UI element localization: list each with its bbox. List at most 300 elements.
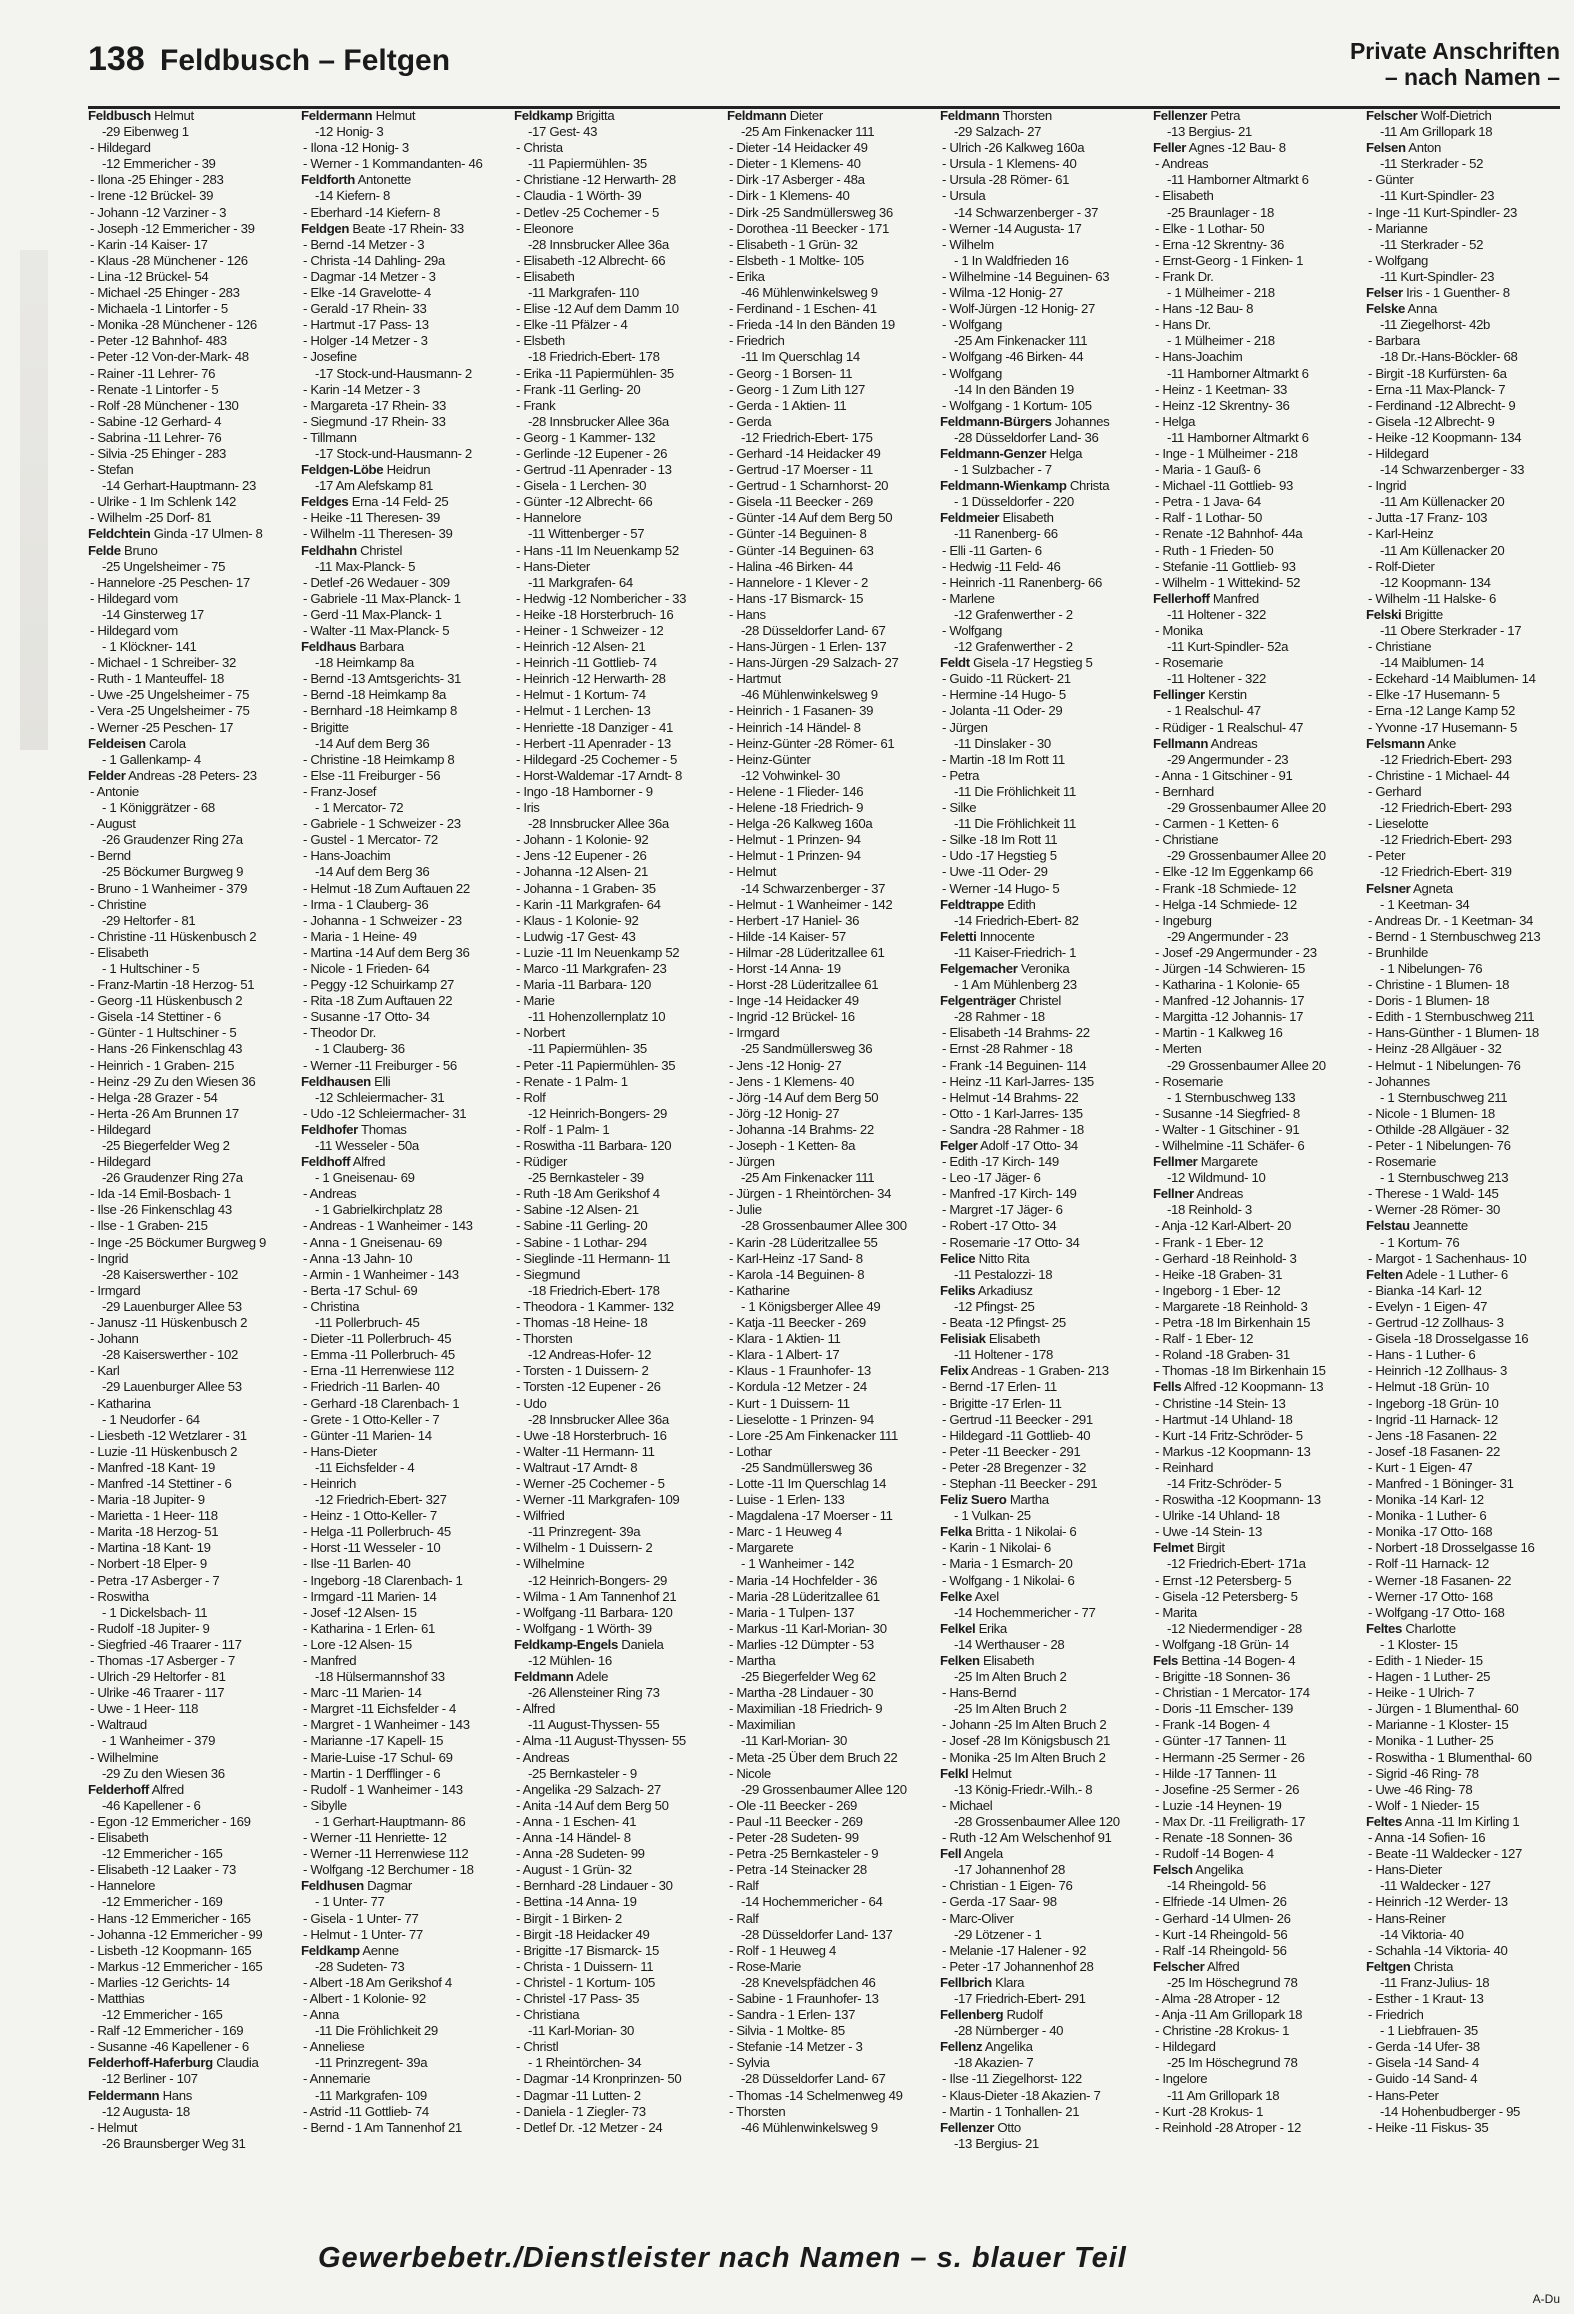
surname-entry: Felderhoff-Haferburg Claudia: [88, 2055, 259, 2071]
person-entry: - Uwe - 1 Heer- 118: [90, 1701, 199, 1717]
person-entry: - Heinrich -11 Gottlieb- 74: [516, 655, 657, 671]
person-entry: - Dieter - 1 Klemens- 40: [729, 156, 861, 172]
surname: Feldmann: [514, 1669, 574, 1685]
person-entry: - Jörg -14 Auf dem Berg 50: [729, 1089, 879, 1105]
surname-entry: Feldchtein Ginda -17 Ulmen- 8: [88, 526, 263, 542]
person-entry: - Heinrich -12 Alsen- 21: [516, 639, 646, 655]
person-entry: - Leo -17 Jäger- 6: [942, 1170, 1041, 1186]
person-entry: - Petra: [942, 767, 980, 783]
section-title-line2: – nach Namen –: [1384, 64, 1560, 90]
address-line: -14 Rheingold- 56: [1167, 1878, 1266, 1894]
person-entry: - Peter -11 Papiermühlen- 35: [516, 1057, 676, 1073]
person-entry: - Wilhelm -11 Halske- 6: [1368, 590, 1497, 606]
person-entry: - Heinrich -12 Werder- 13: [1368, 1894, 1508, 1910]
person-entry: - Peter: [1368, 848, 1406, 864]
surname-entry: Felske Anna: [1366, 301, 1437, 317]
directory-columns: [88, 108, 1560, 2238]
directory-column-5: [940, 108, 1148, 2238]
surname-entry: Felser Iris - 1 Guenther- 8: [1366, 285, 1510, 301]
surname: Felgemacher: [940, 960, 1018, 976]
person-entry: - Hans-Bernd: [942, 1685, 1017, 1701]
person-entry: - Helene - 1 Flieder- 146: [729, 783, 864, 799]
person-entry: - Edith - 1 Nieder- 15: [1368, 1653, 1483, 1668]
person-entry: - Johannes: [1368, 1073, 1430, 1089]
address-line: - 1 Sternbuschweg 211: [1380, 1089, 1508, 1105]
person-entry: - Josef -12 Alsen- 15: [303, 1604, 417, 1620]
person-entry: - Margitta -12 Johannis- 17: [1155, 1009, 1304, 1025]
person-entry: - Werner -25 Cochemer - 5: [516, 1475, 665, 1491]
address-line: -11 Sterkrader - 52: [1380, 236, 1484, 252]
person-entry: - Frieda -14 In den Bänden 19: [729, 317, 895, 333]
person-entry: - Erika: [729, 268, 765, 284]
person-entry: - Peter -28 Bregenzer - 32: [942, 1459, 1087, 1475]
person-entry: - Halina -46 Birken- 44: [729, 558, 853, 574]
person-entry: - Marie-Luise -17 Schul- 69: [303, 1749, 453, 1765]
address-line: - 1 Hultschiner - 5: [102, 960, 200, 976]
address-line: -11 Ziegelhorst- 42b: [1380, 317, 1491, 333]
address-line: -29 Grossenbaumer Allee 20: [1167, 1057, 1326, 1073]
person-entry: - Thomas -18 Heine- 18: [516, 1315, 648, 1331]
person-entry: - Marlene: [942, 590, 995, 606]
surname: Felka: [940, 1524, 972, 1540]
surname: Feller: [1153, 140, 1187, 156]
person-entry: - Stefanie -11 Gottlieb- 93: [1155, 558, 1296, 574]
person-entry: - Monika: [1155, 623, 1203, 638]
person-entry: - Werner -11 Henriette- 12: [303, 1830, 447, 1846]
person-entry: - Gertrud -12 Zollhaus- 3: [1368, 1315, 1504, 1331]
person-entry: - Wolfgang - 1 Nikolai- 6: [942, 1572, 1075, 1588]
surname-entry: Felsmann Anke: [1366, 735, 1457, 751]
person-entry: - Rosemarie: [1368, 1154, 1436, 1170]
address-line: -11 Ranenberg- 66: [954, 526, 1058, 542]
person-entry: - Otto - 1 Karl-Jarres- 135: [942, 1105, 1083, 1121]
person-entry: - Peter -11 Beecker - 291: [942, 1443, 1081, 1459]
address-line: -11 Hamborner Altmarkt 6: [1167, 365, 1309, 381]
person-entry: - Christine - 1 Michael- 44: [1368, 767, 1510, 783]
address-line: -29 Grossenbaumer Allee 20: [1167, 800, 1326, 816]
address-line: -18 Dr.-Hans-Böckler- 68: [1380, 349, 1518, 365]
address-line: - 1 Keetman- 34: [1380, 896, 1470, 912]
address-line: -11 Hohenzollernplatz 10: [528, 1009, 666, 1025]
person-entry: - Waltraud: [90, 1717, 147, 1733]
address-line: -11 Karl-Morian- 30: [528, 2023, 634, 2039]
person-entry: - Rudolf -14 Bogen- 4: [1155, 1846, 1274, 1862]
surname-entry: Felsen Anton: [1366, 140, 1441, 156]
address-line: -28 Sudeten- 73: [315, 1958, 405, 1974]
person-entry: - Vera -25 Ungelsheimer - 75: [90, 703, 250, 719]
surname: Fellerhoff: [1153, 590, 1210, 606]
surname-entry: Felstau Jeannette: [1366, 1218, 1468, 1234]
surname: Fellinger: [1153, 687, 1205, 703]
person-entry: - Birgit -18 Kurfürsten- 6a: [1368, 365, 1507, 381]
person-entry: - Jens -12 Honig- 27: [729, 1057, 842, 1073]
person-entry: - Claudia - 1 Wörth- 39: [516, 188, 642, 204]
surname: Felisiak: [940, 1331, 986, 1347]
person-entry: - Elsbeth: [516, 333, 565, 349]
person-entry: - Elsbeth - 1 Moltke- 105: [729, 252, 864, 268]
surname: Feldermann: [301, 108, 373, 123]
surname: Feldkamp: [514, 108, 573, 123]
surname-entry: Feldhaus Barbara: [301, 639, 404, 655]
person-entry: - Hans -12 Bau- 8: [1155, 301, 1254, 317]
person-entry: - Ursula -28 Römer- 61: [942, 172, 1070, 188]
person-entry: - Theodor Dr.: [303, 1025, 376, 1041]
person-entry: - Hans-Peter: [1368, 2087, 1439, 2103]
person-entry: - Wolfgang -11 Barbara- 120: [516, 1604, 673, 1620]
address-line: -11 Am Grillopark 18: [1380, 124, 1493, 140]
person-entry: - Beate -11 Waldecker - 127: [1368, 1846, 1523, 1862]
person-entry: - Peter - 1 Nibelungen- 76: [1368, 1138, 1511, 1153]
person-entry: - Werner -14 Hugo- 5: [942, 880, 1060, 896]
person-entry: - Wolfgang: [942, 365, 1003, 381]
person-entry: - Waltraut -17 Arndt- 8: [516, 1459, 638, 1475]
person-entry: - Gerd -11 Max-Planck- 1: [303, 606, 442, 622]
surname-entry: Feldbusch Helmut: [88, 108, 194, 123]
person-entry: - Friedrich: [1368, 2007, 1424, 2023]
person-entry: - Elke -12 Im Eggenkamp 66: [1155, 864, 1314, 880]
person-entry: - Werner -28 Römer- 30: [1368, 1202, 1501, 1218]
surname-entry: Felderhoff Alfred: [88, 1781, 184, 1797]
person-entry: - Heike -11 Theresen- 39: [303, 510, 440, 526]
person-entry: - Dirk -25 Sandmüllersweg 36: [729, 204, 893, 220]
person-entry: - Sabine - 1 Lothar- 294: [516, 1234, 647, 1250]
address-line: -13 König-Friedr.-Wilh.- 8: [954, 1781, 1093, 1797]
person-entry: - Werner -14 Augusta- 17: [942, 220, 1082, 236]
person-entry: - Nicole: [729, 1765, 771, 1781]
person-entry: - Wilhelmine -14 Beguinen- 63: [942, 268, 1110, 284]
person-entry: - Ursula - 1 Klemens- 40: [942, 156, 1077, 172]
person-entry: - Norbert: [516, 1025, 565, 1041]
person-entry: - Monika -28 Münchener - 126: [90, 317, 257, 333]
person-entry: - Jens -18 Fasanen- 22: [1368, 1427, 1497, 1443]
address-line: -11 Dinslaker - 30: [954, 735, 1051, 751]
person-entry: - Günter -14 Beguinen- 63: [729, 542, 874, 558]
person-entry: - Marita: [1155, 1604, 1197, 1620]
person-entry: - Luzie -14 Heynen- 19: [1155, 1797, 1282, 1813]
surname-entry: Felder Andreas -28 Peters- 23: [88, 767, 257, 783]
surname: Fellmann: [1153, 735, 1209, 751]
person-entry: - Maria - 1 Tulpen- 137: [729, 1604, 855, 1620]
person-entry: - Alma -28 Atroper - 12: [1155, 1990, 1280, 2006]
person-entry: - Dorothea -11 Beecker - 171: [729, 220, 890, 236]
person-entry: - Irmgard -11 Marien- 14: [303, 1588, 437, 1604]
surname: Feldmann-Bürgers: [940, 413, 1052, 429]
person-entry: - Heinrich -11 Ranenberg- 66: [942, 574, 1103, 590]
address-line: -11 Papiermühlen- 35: [528, 156, 647, 172]
person-entry: - Bettina -14 Anna- 19: [516, 1894, 637, 1910]
address-line: -11 Markgrafen- 64: [528, 574, 633, 590]
address-line: -28 Düsseldorfer Land- 36: [954, 429, 1099, 445]
person-entry: - Erna -11 Max-Planck- 7: [1368, 381, 1506, 397]
address-line: - 1 Am Mühlenberg 23: [954, 977, 1077, 993]
surname: Felsmann: [1366, 735, 1425, 751]
surname: Feldgen-Löbe: [301, 462, 384, 478]
person-entry: - Wilfried: [516, 1508, 565, 1524]
person-entry: - Thomas -18 Im Birkenhain 15: [1155, 1363, 1326, 1379]
address-line: -17 Friedrich-Ebert- 291: [954, 1990, 1086, 2006]
address-line: -28 Grossenbaumer Allee 120: [954, 1813, 1120, 1829]
surname-entry: Feldgen-Löbe Heidrun: [301, 462, 431, 478]
surname-entry: Felscher Alfred: [1153, 1958, 1240, 1974]
person-entry: - Tillmann: [303, 429, 357, 445]
person-entry: - Helmut - 1 Lerchen- 13: [516, 703, 651, 719]
surname-entry: Feldermann Hans: [88, 2087, 192, 2103]
surname-entry: Fellenberg Rudolf: [940, 2007, 1043, 2023]
address-line: -12 Friedrich-Ebert- 171a: [1167, 1556, 1306, 1572]
address-line: - 1 Gallenkamp- 4: [102, 751, 201, 767]
address-line: -46 Mühlenwinkelsweg 9: [741, 285, 878, 301]
person-entry: - Katharina - 1 Kolonie- 65: [1155, 977, 1300, 993]
person-entry: - Therese - 1 Wald- 145: [1368, 1186, 1499, 1202]
person-entry: - Werner -17 Otto- 168: [1368, 1588, 1493, 1604]
person-entry: - Wolfgang: [942, 317, 1003, 333]
person-entry: - Gerald -17 Rhein- 33: [303, 301, 427, 317]
person-entry: - Karl-Heinz -17 Sand- 8: [729, 1250, 863, 1266]
address-line: - 1 Nibelungen- 76: [1380, 960, 1483, 976]
person-entry: - Udo: [516, 1395, 547, 1411]
person-entry: - Hildegard vom: [90, 623, 178, 638]
person-entry: - Roland -18 Graben- 31: [1155, 1347, 1290, 1363]
person-entry: - Karin - 1 Nikolai- 6: [942, 1540, 1051, 1556]
person-entry: - Gerda -17 Saar- 98: [942, 1894, 1057, 1910]
person-entry: - Manfred: [303, 1653, 357, 1668]
surname: Felski: [1366, 606, 1402, 622]
person-entry: - Theodora - 1 Kammer- 132: [516, 1298, 674, 1314]
address-line: -11 Franz-Julius- 18: [1380, 1974, 1490, 1990]
person-entry: - Johanna - 1 Graben- 35: [516, 880, 656, 896]
address-line: -26 Allensteiner Ring 73: [528, 1685, 660, 1701]
person-entry: - Hilde -17 Tannen- 11: [1155, 1765, 1277, 1781]
person-entry: - Liesbeth -12 Wetzlarer - 31: [90, 1427, 247, 1443]
person-entry: - Ralf -14 Rheingold- 56: [1155, 1942, 1287, 1958]
surname: Feldhausen: [301, 1073, 371, 1089]
person-entry: - Sabrina -11 Lehrer- 76: [90, 429, 222, 445]
address-line: -11 Markgrafen- 109: [315, 2087, 427, 2103]
person-entry: - Ingeborg - 1 Eber- 12: [1155, 1282, 1281, 1298]
person-entry: - Hermine -14 Hugo- 5: [942, 687, 1066, 703]
person-entry: - Anna -14 Sofien- 16: [1368, 1830, 1486, 1846]
surname: Feldermann: [88, 2087, 160, 2103]
person-entry: - Reinhold -28 Atroper - 12: [1155, 2119, 1301, 2135]
person-entry: - Susanne -17 Otto- 34: [303, 1009, 430, 1025]
surname-entry: Feldt Gisela -17 Hegstieg 5: [940, 655, 1093, 671]
address-line: -25 Braunlager - 18: [1167, 204, 1274, 220]
surname: Feltgen: [1366, 1958, 1411, 1974]
page-edge-tab: [20, 250, 48, 750]
person-entry: - Henriette -18 Danziger - 41: [516, 719, 673, 735]
person-entry: - Thorsten: [516, 1331, 573, 1347]
address-line: -17 Stock-und-Hausmann- 2: [315, 365, 472, 381]
person-entry: - Evelyn - 1 Eigen- 47: [1368, 1298, 1488, 1314]
address-line: -28 Düsseldorfer Land- 137: [741, 1926, 893, 1942]
person-entry: - Hannelore: [90, 1878, 156, 1894]
person-entry: - Hans-Reiner: [1368, 1910, 1446, 1926]
person-entry: - Walter -11 Hermann- 11: [516, 1443, 655, 1459]
person-entry: - Robert -17 Otto- 34: [942, 1218, 1057, 1234]
surname: Felsner: [1366, 880, 1411, 896]
address-line: -14 In den Bänden 19: [954, 381, 1074, 397]
person-entry: - Wilhelm - 1 Wittekind- 52: [1155, 574, 1301, 590]
person-entry: - Norbert -18 Drosselgasse 16: [1368, 1540, 1535, 1556]
person-entry: - Ingo -18 Hamborner - 9: [516, 783, 653, 799]
address-line: - 1 Dickelsbach- 11: [102, 1604, 208, 1620]
person-entry: - Wolfgang -12 Berchumer - 18: [303, 1862, 474, 1878]
person-entry: - Wolfgang -46 Birken- 44: [942, 349, 1084, 365]
surname-entry: Feldeisen Carola: [88, 735, 186, 751]
person-entry: - August - 1 Grün- 32: [516, 1862, 632, 1878]
person-entry: - Frank: [516, 397, 556, 413]
person-entry: - Jolanta -11 Oder- 29: [942, 703, 1063, 719]
surname-entry: Felisiak Elisabeth: [940, 1331, 1041, 1347]
person-entry: - Ulrike - 1 Im Schlenk 142: [90, 494, 236, 510]
address-line: -29 Grossenbaumer Allee 120: [741, 1781, 907, 1797]
surname: Fels: [1153, 1653, 1178, 1668]
surname-entry: Feldmann-Wienkamp Christa: [940, 478, 1110, 494]
address-line: -11 Prinzregent- 39a: [315, 2055, 428, 2071]
person-entry: - Lotte -11 Im Querschlag 14: [729, 1475, 887, 1491]
person-entry: - Ilona -25 Ehinger - 283: [90, 172, 224, 188]
address-line: -14 Friedrich-Ebert- 82: [954, 912, 1079, 928]
address-line: -14 Fritz-Schröder- 5: [1167, 1475, 1282, 1491]
person-entry: - Manfred -17 Kirch- 149: [942, 1186, 1077, 1202]
person-entry: - Alma -11 August-Thyssen- 55: [516, 1733, 686, 1749]
person-entry: - Elisabeth -12 Albrecht- 66: [516, 252, 666, 268]
person-entry: - Elisabeth - 1 Grün- 32: [729, 236, 858, 252]
surname: Fellmer: [1153, 1154, 1198, 1170]
person-entry: - Hildegard: [1155, 2039, 1216, 2055]
address-line: -25 Im Höschegrund 78: [1167, 1974, 1298, 1990]
person-entry: - Helmut: [729, 864, 777, 880]
person-entry: - Hildegard: [1368, 445, 1429, 461]
surname-entry: Fellinger Kerstin: [1153, 687, 1247, 703]
person-entry: - Maximilian -18 Friedrich- 9: [729, 1701, 883, 1717]
person-entry: - Angelika -29 Salzach- 27: [516, 1781, 661, 1797]
person-entry: - Josefine -25 Sermer - 26: [1155, 1781, 1300, 1797]
address-line: -25 Im Alten Bruch 2: [954, 1669, 1067, 1685]
person-entry: - Rita -18 Zum Auftauen 22: [303, 993, 453, 1009]
person-entry: - Astrid -11 Gottlieb- 74: [303, 2103, 429, 2119]
person-entry: - Werner - 1 Kommandanten- 46: [303, 156, 483, 172]
person-entry: - Heike -18 Graben- 31: [1155, 1266, 1283, 1282]
address-line: -28 Kaiserswerther - 102: [102, 1347, 238, 1363]
person-entry: - Monika - 1 Luther- 6: [1368, 1508, 1487, 1524]
person-entry: - Friedrich: [729, 333, 785, 349]
person-entry: - Wolfgang - 1 Wörth- 39: [516, 1620, 652, 1636]
person-entry: - Wolfgang: [942, 623, 1003, 638]
person-entry: - Josef -18 Fasanen- 22: [1368, 1443, 1500, 1459]
person-entry: - Johanna - 1 Schweizer - 23: [303, 912, 462, 928]
person-entry: - Wilhelm -11 Theresen- 39: [303, 526, 453, 542]
person-entry: - Silvia - 1 Moltke- 85: [729, 2023, 845, 2039]
person-entry: - Hedwig -12 Nombericher - 33: [516, 590, 687, 606]
person-entry: - Erika -11 Papiermühlen- 35: [516, 365, 674, 381]
person-entry: - Sabine -11 Gerling- 20: [516, 1218, 648, 1234]
surname: Feldgen: [301, 220, 350, 236]
person-entry: - Hans - 1 Luther- 6: [1368, 1347, 1476, 1363]
person-entry: - Brunhilde: [1368, 944, 1428, 960]
person-entry: - Gisela - 1 Unter- 77: [303, 1910, 419, 1926]
person-entry: - Hilde -14 Kaiser- 57: [729, 928, 846, 944]
person-entry: - Hartmut -17 Pass- 13: [303, 317, 429, 333]
person-entry: - Meta -25 Über dem Bruch 22: [729, 1749, 898, 1765]
surname: Fellner: [1153, 1186, 1194, 1202]
directory-column-7: [1366, 108, 1560, 2238]
person-entry: - Rolf -11 Harnack- 12: [1368, 1556, 1490, 1572]
surname-entry: Felski Brigitte: [1366, 606, 1443, 622]
address-line: -12 Friedrich-Ebert- 293: [1380, 751, 1512, 767]
person-entry: - Schahla -14 Viktoria- 40: [1368, 1942, 1508, 1958]
person-entry: - Elisabeth: [1155, 188, 1214, 204]
person-entry: - Klaus - 1 Fraunhofer- 13: [729, 1363, 871, 1379]
person-entry: - Antonie: [90, 783, 139, 799]
person-entry: - Sabine -12 Gerhard- 4: [90, 413, 222, 429]
person-entry: - Helmut - 1 Unter- 77: [303, 1926, 423, 1942]
person-entry: - Hilmar -28 Lüderitzallee 61: [729, 944, 885, 960]
person-entry: - Hildegard -25 Cochemer - 5: [516, 751, 677, 767]
person-entry: - Christa: [516, 140, 563, 156]
surname-entry: Feldforth Antonette: [301, 172, 411, 188]
address-line: -11 Am Küllenacker 20: [1380, 494, 1505, 510]
person-entry: - Anna -28 Sudeten- 99: [516, 1846, 645, 1862]
person-entry: - Anna - 1 Gneisenau- 69: [303, 1234, 442, 1250]
person-entry: - Thomas -17 Asberger - 7: [90, 1653, 235, 1668]
person-entry: - Norbert -18 Elper- 9: [90, 1556, 207, 1572]
address-line: -25 Im Alten Bruch 2: [954, 1701, 1067, 1717]
surname: Fell: [940, 1846, 962, 1862]
person-entry: - Wilhelm - 1 Duissern- 2: [516, 1540, 653, 1556]
person-entry: - Torsten - 1 Duissern- 2: [516, 1363, 649, 1379]
person-entry: - Herbert -11 Apenrader - 13: [516, 735, 671, 751]
person-entry: - Ludwig -17 Gest- 43: [516, 928, 636, 944]
address-line: -12 Heinrich-Bongers- 29: [528, 1572, 667, 1588]
person-entry: - Peter -12 Bahnhof- 483: [90, 333, 227, 349]
person-entry: - Wilma - 1 Am Tannenhof 21: [516, 1588, 677, 1604]
address-line: -46 Mühlenwinkelsweg 9: [741, 687, 878, 703]
person-entry: - Renate -12 Bahnhof- 44a: [1155, 526, 1303, 542]
person-entry: - Christian - 1 Eigen- 76: [942, 1878, 1073, 1894]
person-entry: - Jörg -12 Honig- 27: [729, 1105, 840, 1121]
person-entry: - Rolf: [516, 1089, 546, 1105]
address-line: -13 Bergius- 21: [1167, 124, 1252, 140]
person-entry: - Kurt - 1 Eigen- 47: [1368, 1459, 1473, 1475]
address-line: -12 Mühlen- 16: [528, 1653, 612, 1668]
person-entry: - Marlies -12 Dümpter - 53: [729, 1636, 874, 1652]
address-line: -12 Friedrich-Ebert- 293: [1380, 800, 1512, 816]
address-line: -11 Die Fröhlichkeit 29: [315, 2023, 438, 2039]
person-entry: - Wilhelmine: [90, 1749, 159, 1765]
surname-entry: Felken Elisabeth: [940, 1653, 1035, 1668]
person-entry: - Hans Dr.: [1155, 317, 1211, 333]
person-entry: - Bernd: [90, 848, 131, 864]
person-entry: - Ralf -12 Emmericher - 169: [90, 2023, 244, 2039]
person-entry: - Michael - 1 Schreiber- 32: [90, 655, 236, 671]
person-entry: - Silvia -25 Ehinger - 283: [90, 445, 227, 461]
surname-entry: Fellmer Margarete: [1153, 1154, 1258, 1170]
surname-entry: Fellerhoff Manfred: [1153, 590, 1259, 606]
person-entry: - Helga -11 Pollerbruch- 45: [303, 1524, 451, 1540]
person-entry: - Hildegard: [90, 1121, 151, 1137]
address-line: -12 Friedrich-Ebert- 319: [1380, 864, 1512, 880]
surname-entry: Fellmann Andreas: [1153, 735, 1258, 751]
surname: Felix: [940, 1363, 969, 1379]
person-entry: - Berta -17 Schul- 69: [303, 1282, 418, 1298]
surname: Fells: [1153, 1379, 1182, 1395]
person-entry: - Bernd -18 Heimkamp 8a: [303, 687, 446, 703]
person-entry: - Kurt -14 Rheingold- 56: [1155, 1926, 1288, 1942]
person-entry: - Maria - 1 Gauß- 6: [1155, 462, 1261, 478]
person-entry: - Ferdinand - 1 Eschen- 41: [729, 301, 877, 317]
person-entry: - Karin -11 Markgrafen- 64: [516, 896, 661, 912]
